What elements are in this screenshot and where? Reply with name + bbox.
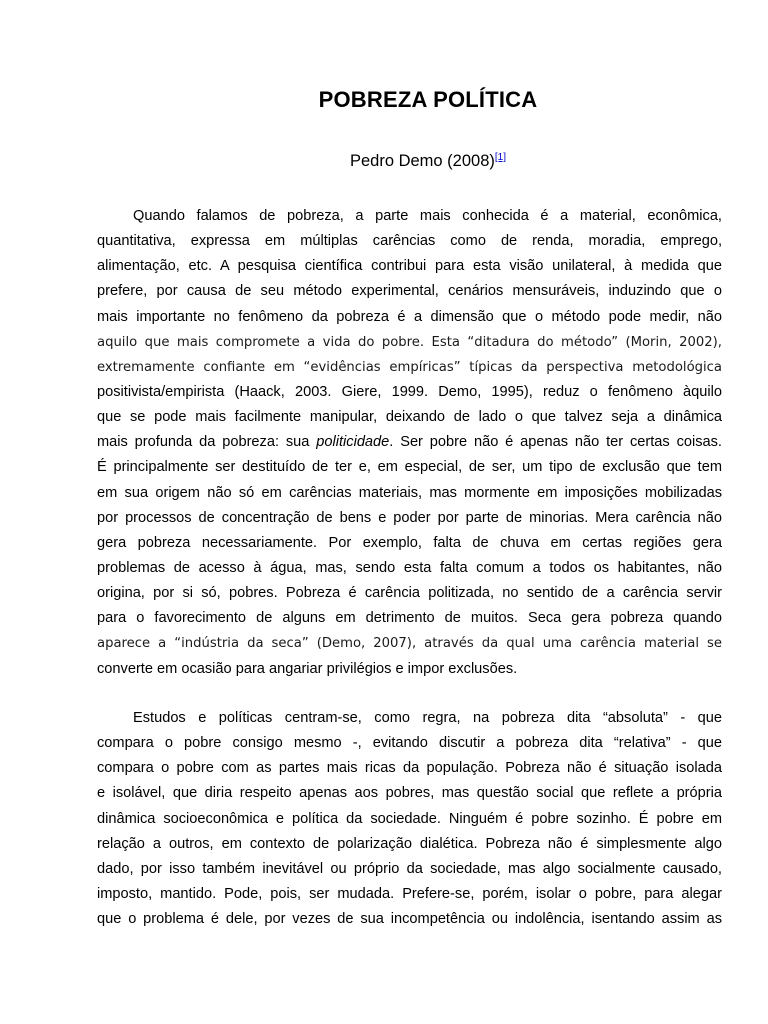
paragraph-line-with-emphasis (97, 430, 722, 455)
paragraph-line: compara o pobre consigo mesmo -, evitando discutir a pobreza dita “relativa” - que (97, 735, 722, 752)
paragraph-1 (97, 204, 722, 682)
paragraph-line: aparece a “indústria da seca” (Demo, 2007), através da qual uma carência material se (97, 636, 722, 652)
paragraph-line: prefere, por causa de seu método experimental, cenários mensuráveis, induzindo que o (97, 283, 722, 300)
paragraph-line: origina, por si só, pobres. Pobreza é carência politizada, no sentido de a carência servir (97, 585, 722, 602)
paragraph-2 (97, 706, 722, 932)
author-line (0, 150, 768, 172)
paragraph-line: extremamente confiante em “evidências empíricas” típicas da perspectiva metodológica (97, 359, 722, 375)
paragraph-line: alimentação, etc. A pesquisa científica contribui para esta visão unilateral, à medida que (97, 258, 722, 275)
paragraph-line: dado, por isso também inevitável ou próprio da sociedade, mas algo socialmente causado, (97, 860, 722, 877)
paragraph-line: aquilo que mais compromete a vida do pobre. Esta “ditadura do método” (Morin, 2002), (97, 334, 722, 350)
footnote-link[interactable]: [1] (494, 152, 507, 163)
paragraph-line: quantitativa, expressa em múltiplas carências como de renda, moradia, emprego, (97, 233, 722, 250)
paragraph-line: dinâmica socioeconômica e política da sociedade. Ninguém é pobre sozinho. É pobre em (97, 810, 722, 827)
paragraph-line: que se pode mais facilmente manipular, deixando de lado o que talvez seja a dinâmica (97, 409, 722, 426)
emphasized-term: politicidade (316, 434, 390, 451)
author-name: Pedro Demo (2008) (349, 152, 495, 170)
paragraph-line: Quando falamos de pobreza, a parte mais conhecida é a material, econômica, (133, 208, 722, 224)
paragraph-line: relação a outros, em contexto de polarização dialética. Pobreza não é simplesmente algo (97, 835, 722, 852)
paragraph-line: para o favorecimento de alguns em detrimento de muitos. Seca gera pobreza quando (97, 610, 722, 627)
paragraph-line: Estudos e políticas centram-se, como regra, na pobreza dita “absoluta” - que (133, 710, 722, 726)
paragraph-line: compara o pobre com as partes mais ricas da população. Pobreza não é situação isolada (97, 760, 722, 777)
paragraph-line: em sua origem não só em carências materiais, mas mormente em imposições mobilizadas (97, 484, 722, 501)
paragraph-line: problemas de acesso à água, mas, sendo esta falta comum a todos os habitantes, não (97, 559, 722, 576)
paragraph-line: positivista/empirista (Haack, 2003. Giere, 1999. Demo, 1995), reduz o fenômeno àquilo (97, 383, 722, 400)
paragraph-line: e isolável, que diria respeito apenas aos pobres, mas questão social que reflete a própria (97, 785, 722, 802)
paragraph-line: imposto, mantido. Pode, pois, ser mudada. Prefere-se, porém, isolar o pobre, para alegar (97, 885, 722, 902)
paragraph-line: É principalmente ser destituído de ter e, em especial, de ser, um tipo de exclusão que tem (97, 459, 722, 476)
paragraph-line: mais importante no fenômeno da pobreza é a dimensão que o método pode medir, não (97, 308, 722, 325)
paragraph-line: gera pobreza necessariamente. Por exemplo, falta de chuva em certas regiões gera (97, 534, 722, 551)
line-text: mais profunda da pobreza: sua (97, 434, 317, 451)
line-text: . Ser pobre não é apenas não ter certas coisas. (389, 434, 722, 451)
paragraph-line: que o problema é dele, por vezes de sua incompetência ou indolência, isentando assim as (97, 911, 722, 928)
document-title: POBREZA POLÍTICA (318, 87, 538, 112)
footnote-reference (495, 152, 506, 163)
paragraph-line: por processos de concentração de bens e poder por parte de minorias. Mera carência não (97, 509, 722, 526)
paragraph-line: converte em ocasião para angariar privilégios e impor exclusões. (97, 660, 518, 677)
